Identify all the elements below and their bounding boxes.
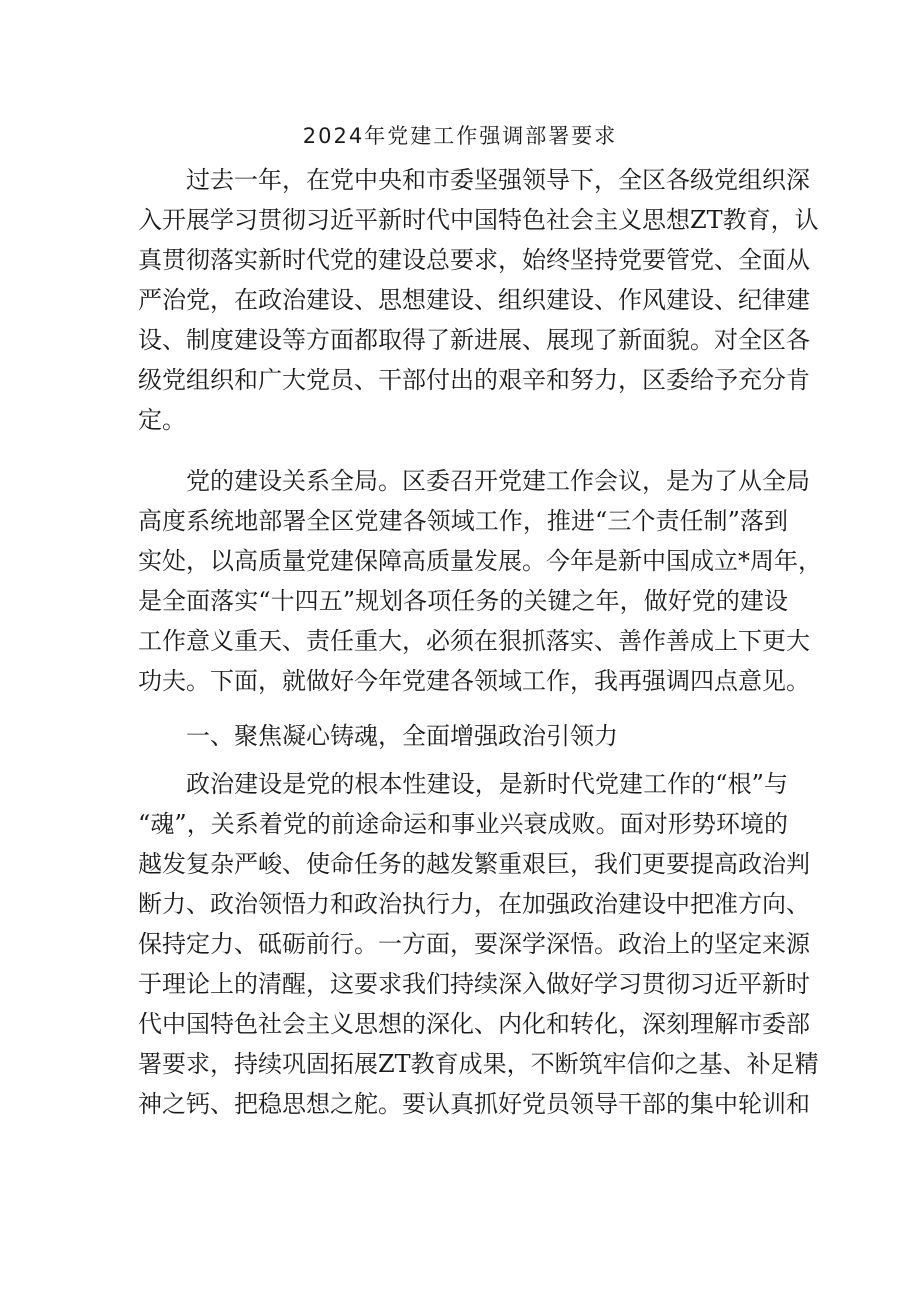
paragraph-line: 工作意义重天、责任重大，必须在狠抓落实、善作善成上下更大 — [138, 627, 810, 655]
paragraph-line: 实处，以高质量党建保障高质量发展。今年是新中国成立*周年， — [138, 547, 822, 575]
paragraph-line: 越发复杂严峻、使命任务的越发繁重艰巨，我们更要提高政治判 — [138, 850, 810, 878]
paragraph-line: 真贯彻落实新时代党的建设总要求，始终坚持党要管党、全面从 — [138, 246, 810, 274]
paragraph-line: 是全面落实“十四五”规划各项任务的关键之年，做好党的建设 — [138, 587, 788, 615]
paragraph-line: 政治建设是党的根本性建设，是新时代党建工作的“根”与 — [186, 770, 788, 798]
paragraph-line: 过去一年，在党中央和市委坚强领导下，全区各级党组织深 — [186, 166, 810, 194]
document-title: 2024年党建工作强调部署要求 — [302, 124, 618, 148]
paragraph-line: “魂”，关系着党的前途命运和事业兴衰成败。面对形势环境的 — [138, 810, 788, 838]
paragraph-line: 于理论上的清醒，这要求我们持续深入做好学习贯彻习近平新时 — [138, 970, 810, 998]
paragraph-line: 级党组织和广大党员、干部付出的艰辛和努力，区委给予充分肯 — [138, 366, 810, 394]
paragraph-line: 署要求，持续巩固拓展ZT教育成果，不断筑牢信仰之基、补足精 — [138, 1050, 819, 1078]
paragraph-line: 设、制度建设等方面都取得了新进展、展现了新面貌。对全区各 — [138, 326, 810, 354]
paragraph-line: 神之钙、把稳思想之舵。要认真抓好党员领导干部的集中轮训和 — [138, 1090, 810, 1118]
section-heading: 一、聚焦凝心铸魂，全面增强政治引领力 — [186, 722, 618, 750]
paragraph-line: 代中国特色社会主义思想的深化、内化和转化，深刻理解市委部 — [138, 1010, 810, 1038]
paragraph-line: 高度系统地部署全区党建各领域工作，推进“三个责任制”落到 — [138, 507, 788, 535]
paragraph-line: 定。 — [138, 406, 186, 434]
paragraph-line: 入开展学习贯彻习近平新时代中国特色社会主义思想ZT教育，认 — [138, 206, 819, 234]
paragraph-line: 严治党，在政治建设、思想建设、组织建设、作风建设、纪律建 — [138, 286, 810, 314]
paragraph-line: 党的建设关系全局。区委召开党建工作会议，是为了从全局 — [186, 467, 810, 495]
paragraph-line: 功夫。下面，就做好今年党建各领域工作，我再强调四点意见。 — [138, 667, 810, 695]
paragraph-line: 保持定力、砥砺前行。一方面，要深学深悟。政治上的坚定来源 — [138, 930, 810, 958]
paragraph-line: 断力、政治领悟力和政治执行力，在加强政治建设中把准方向、 — [138, 890, 810, 918]
